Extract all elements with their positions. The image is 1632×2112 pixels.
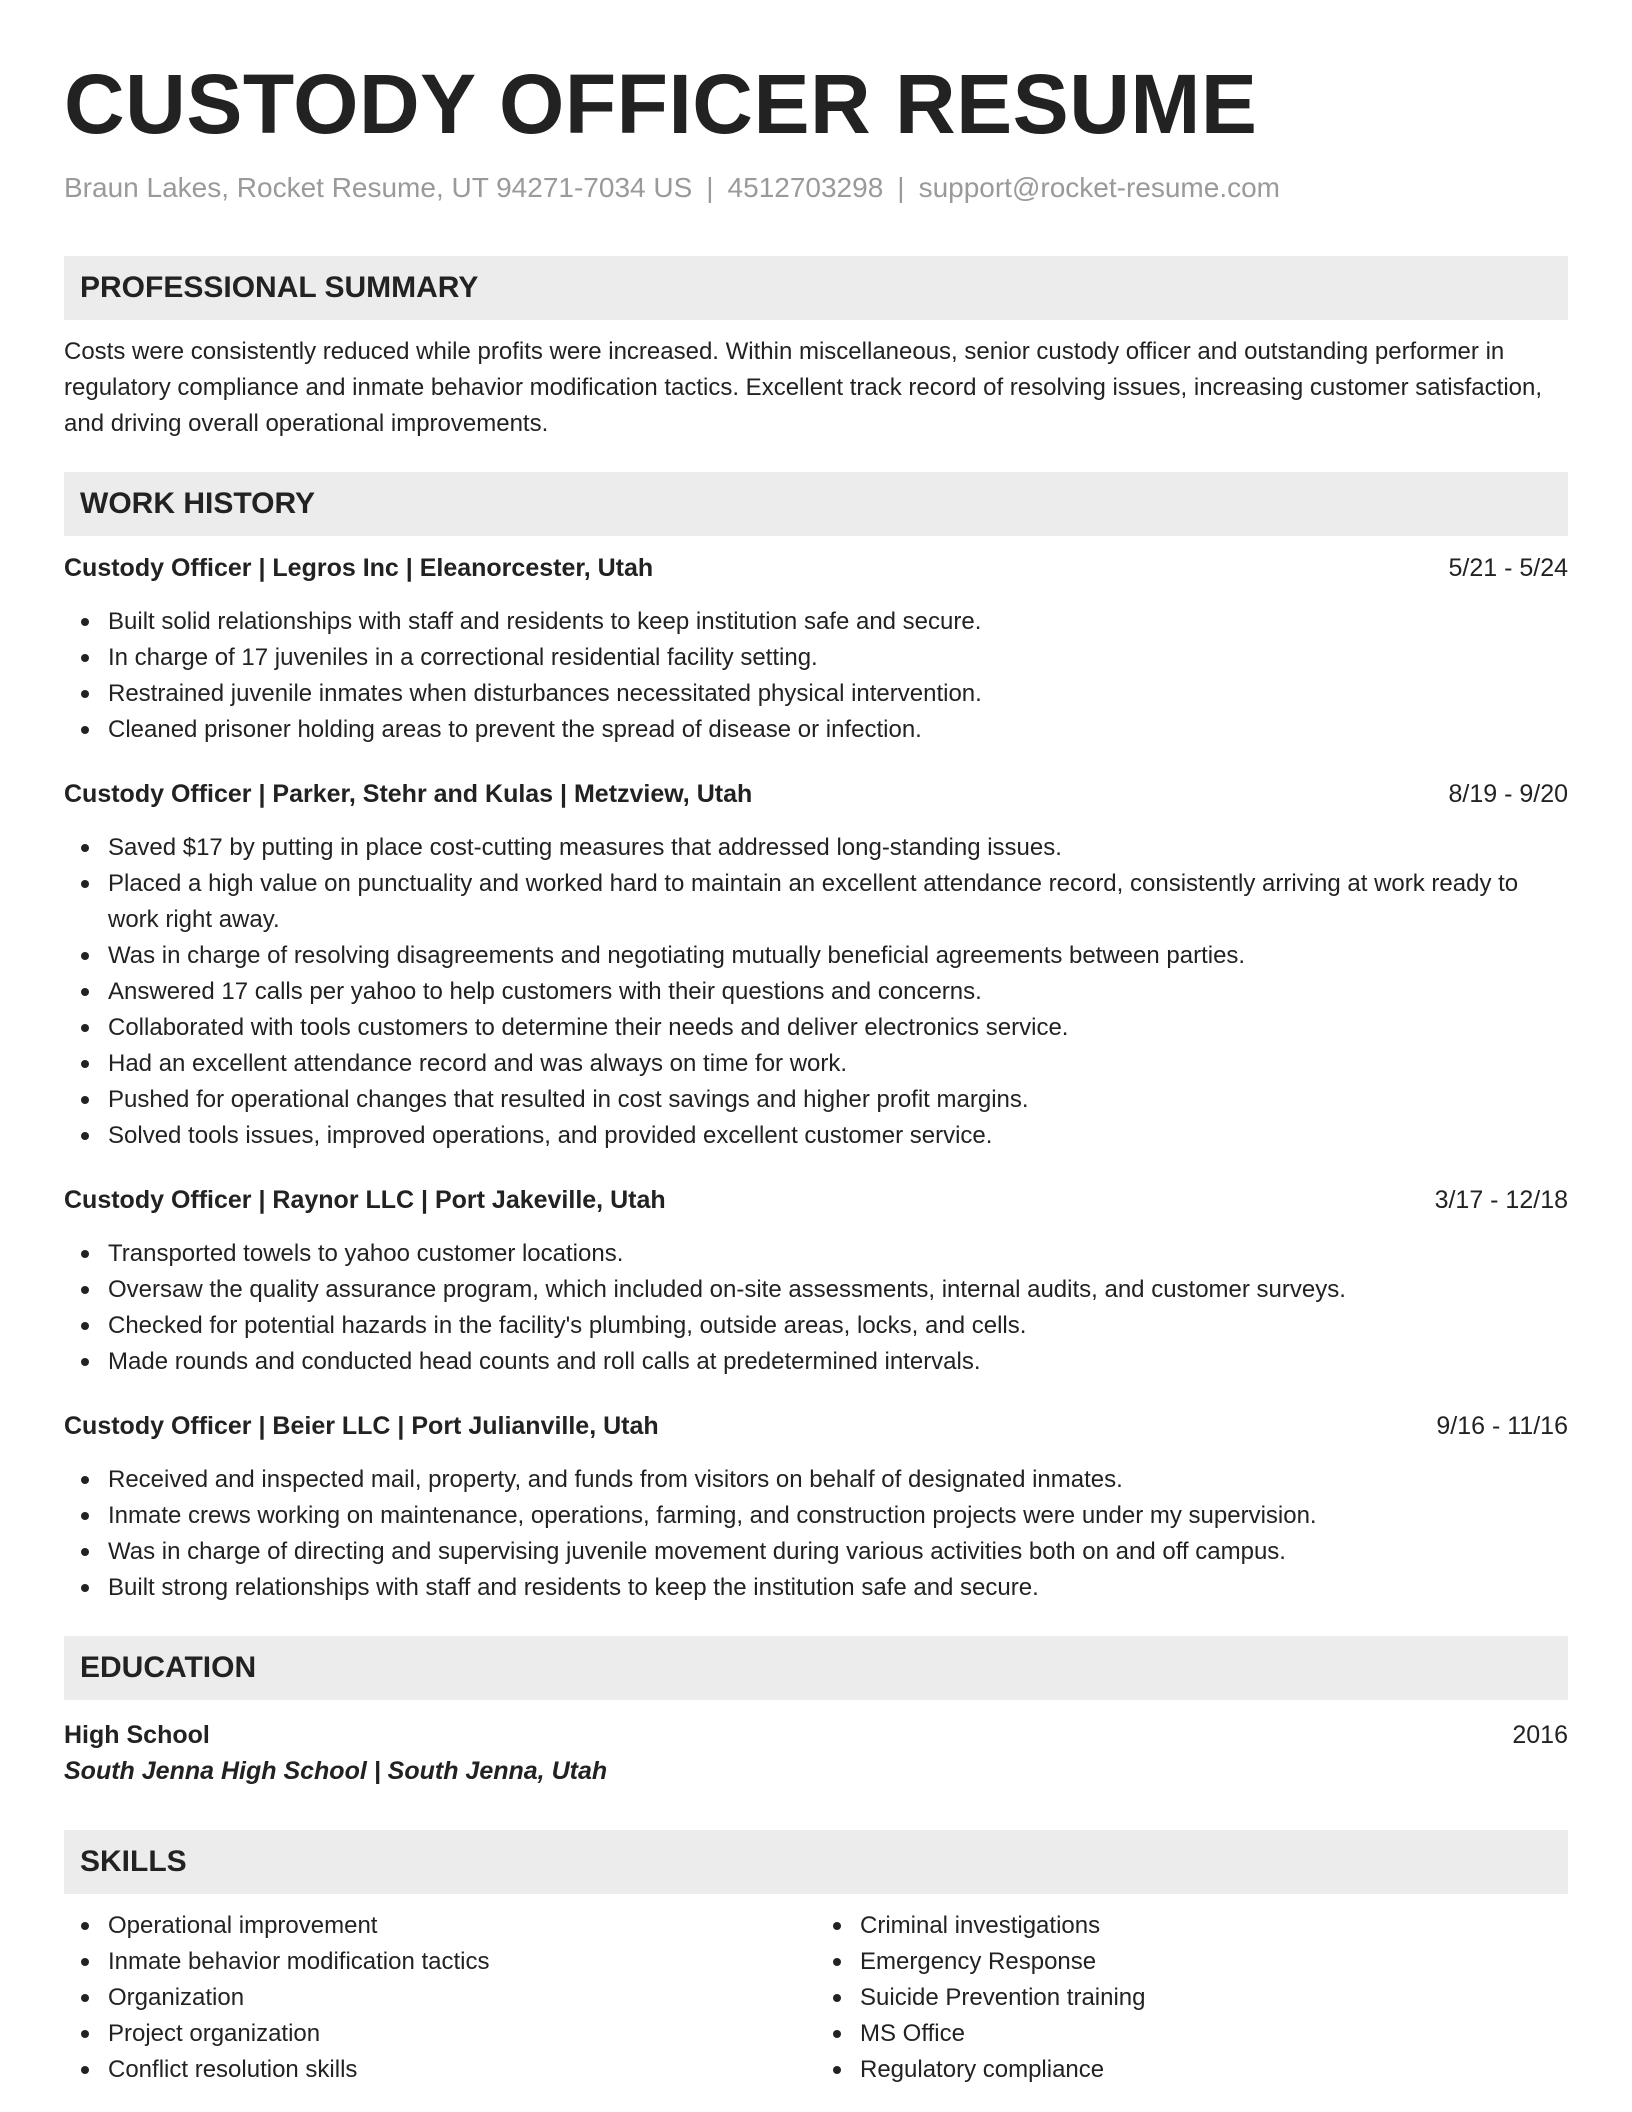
contact-separator: | — [897, 172, 905, 203]
job-bullet: Answered 17 calls per yahoo to help customers with their questions and concerns. — [108, 974, 1568, 1010]
job-bullet: Built strong relationships with staff and residents to keep the institution safe and secure. — [108, 1570, 1568, 1606]
skill-item: Organization — [108, 1980, 816, 2016]
job-bullet: Made rounds and conducted head counts and roll calls at predetermined intervals. — [108, 1344, 1568, 1380]
job-dates: 3/17 - 12/18 — [1434, 1186, 1568, 1214]
job-bullets — [64, 604, 1568, 748]
skill-item: Criminal investigations — [860, 1908, 1568, 1944]
job-bullet: Saved $17 by putting in place cost-cutting measures that addressed long-standing issues. — [108, 830, 1568, 866]
skill-item: Suicide Prevention training — [860, 1980, 1568, 2016]
job-bullet: Had an excellent attendance record and was always on time for work. — [108, 1046, 1568, 1082]
job-bullet: Oversaw the quality assurance program, which included on-site assessments, internal audits, and customer surveys. — [108, 1272, 1568, 1308]
job-dates: 9/16 - 11/16 — [1436, 1412, 1568, 1440]
section-header-skills: SKILLS — [64, 1830, 1568, 1894]
contact-address: Braun Lakes, Rocket Resume, UT 94271-7034 US — [64, 172, 693, 203]
education-row — [64, 1718, 1568, 1752]
job-entry — [64, 1184, 1568, 1380]
job-bullet: Restrained juvenile inmates when disturbances necessitated physical intervention. — [108, 676, 1568, 712]
section-header-work-history: WORK HISTORY — [64, 472, 1568, 536]
section-header-summary: PROFESSIONAL SUMMARY — [64, 256, 1568, 320]
skill-item: Regulatory compliance — [860, 2052, 1568, 2088]
job-bullet: Solved tools issues, improved operations, and provided excellent customer service. — [108, 1118, 1568, 1154]
skills-list — [64, 1908, 816, 2088]
job-entry — [64, 1410, 1568, 1606]
section-header-education: EDUCATION — [64, 1636, 1568, 1700]
job-bullets — [64, 1462, 1568, 1606]
job-bullet: Cleaned prisoner holding areas to prevent the spread of disease or infection. — [108, 712, 1568, 748]
contact-separator: | — [706, 172, 714, 203]
skill-item: MS Office — [860, 2016, 1568, 2052]
skill-item: Operational improvement — [108, 1908, 816, 1944]
job-bullet: Inmate crews working on maintenance, operations, farming, and construction projects were under my supervision. — [108, 1498, 1568, 1534]
education-year: 2016 — [1512, 1721, 1568, 1749]
skill-item: Inmate behavior modification tactics — [108, 1944, 816, 1980]
job-bullet: Built solid relationships with staff and residents to keep institution safe and secure. — [108, 604, 1568, 640]
contact-email: support@rocket-resume.com — [918, 172, 1280, 203]
skill-item: Emergency Response — [860, 1944, 1568, 1980]
job-bullets — [64, 830, 1568, 1154]
job-header — [64, 1410, 1568, 1442]
education-school: South Jenna High School | South Jenna, Utah — [64, 1757, 608, 1785]
skills-column-right — [816, 1908, 1568, 2088]
job-header — [64, 552, 1568, 584]
job-bullets — [64, 1236, 1568, 1380]
job-header — [64, 1184, 1568, 1216]
skills-list — [816, 1908, 1568, 2088]
job-title: Custody Officer | Raynor LLC | Port Jakeville, Utah — [64, 1186, 666, 1214]
job-bullet: Placed a high value on punctuality and worked hard to maintain an excellent attendance record, consistently arriving at work ready to work right away. — [108, 866, 1568, 938]
skills-grid — [64, 1908, 1568, 2088]
job-bullet: Was in charge of resolving disagreements and negotiating mutually beneficial agreements between parties. — [108, 938, 1568, 974]
job-bullet: Checked for potential hazards in the facility's plumbing, outside areas, locks, and cells. — [108, 1308, 1568, 1344]
job-entry — [64, 552, 1568, 748]
skill-item: Project organization — [108, 2016, 816, 2052]
job-bullet: Collaborated with tools customers to determine their needs and deliver electronics service. — [108, 1010, 1568, 1046]
job-title: Custody Officer | Legros Inc | Eleanorcester, Utah — [64, 554, 654, 582]
job-title: Custody Officer | Parker, Stehr and Kulas | Metzview, Utah — [64, 780, 753, 808]
job-dates: 8/19 - 9/20 — [1448, 780, 1568, 808]
job-bullet: In charge of 17 juveniles in a correctional residential facility setting. — [108, 640, 1568, 676]
skills-column-left — [64, 1908, 816, 2088]
skill-item: Conflict resolution skills — [108, 2052, 816, 2088]
contact-phone: 4512703298 — [727, 172, 884, 203]
job-bullet: Transported towels to yahoo customer locations. — [108, 1236, 1568, 1272]
job-entry — [64, 778, 1568, 1154]
contact-line — [64, 170, 1568, 206]
job-dates: 5/21 - 5/24 — [1448, 554, 1568, 582]
job-bullet: Received and inspected mail, property, and funds from visitors on behalf of designated inmates. — [108, 1462, 1568, 1498]
summary-text: Costs were consistently reduced while profits were increased. Within miscellaneous, senior custody officer and outstanding performer in regulatory compliance and inmate behavior modification tactics. Excellent track record of resolving issues, increasing customer satisfaction, and driving overall operational improvements. — [64, 338, 1543, 437]
job-title: Custody Officer | Beier LLC | Port Julianville, Utah — [64, 1412, 659, 1440]
job-bullet: Was in charge of directing and supervising juvenile movement during various activities both on and off campus. — [108, 1534, 1568, 1570]
resume-title: CUSTODY OFFICER RESUME — [64, 57, 1258, 151]
job-header — [64, 778, 1568, 810]
education-degree: High School — [64, 1721, 210, 1749]
job-bullet: Pushed for operational changes that resulted in cost savings and higher profit margins. — [108, 1082, 1568, 1118]
